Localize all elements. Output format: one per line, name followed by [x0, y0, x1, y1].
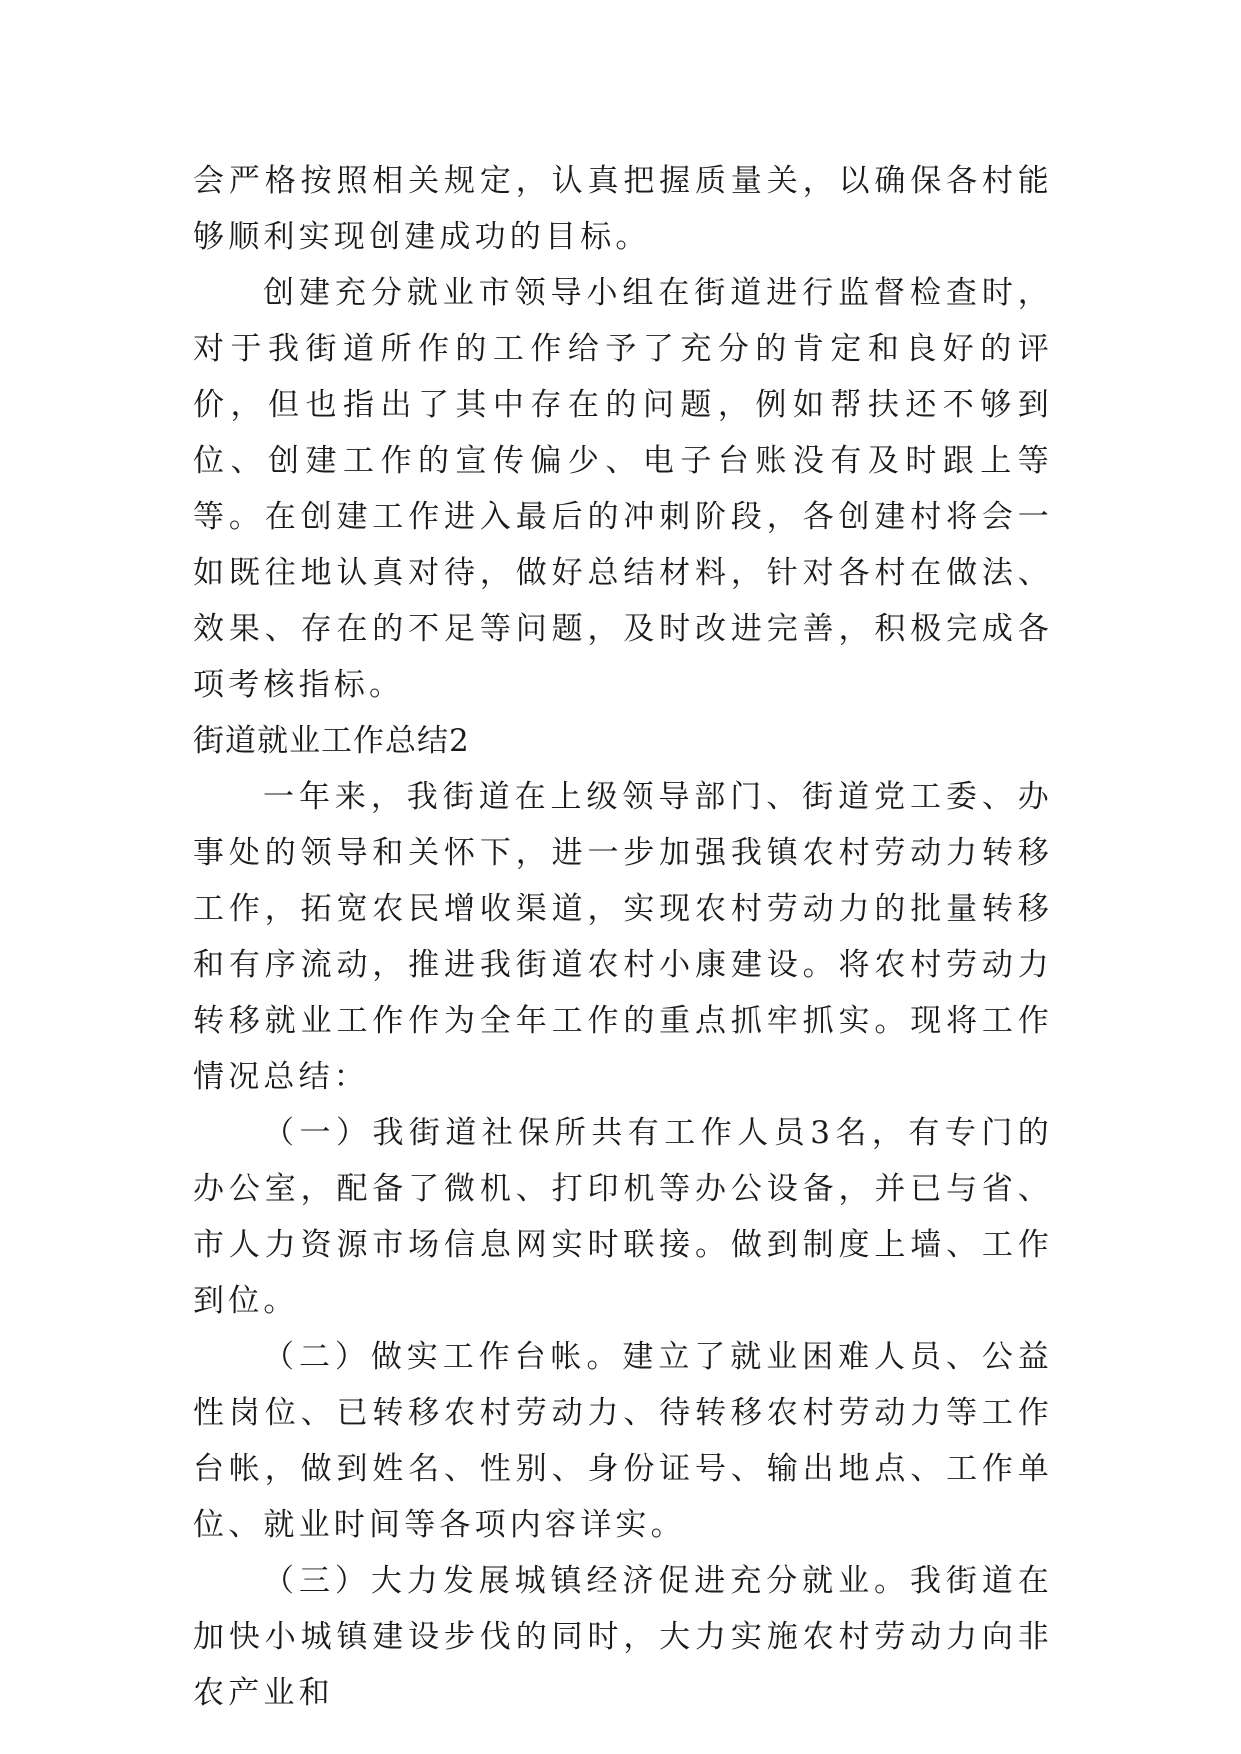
- paragraph-continuation: 会严格按照相关规定，认真把握质量关，以确保各村能够顺利实现创建成功的目标。: [193, 163, 1053, 255]
- paragraph-item-3: （三）大力发展城镇经济促进充分就业。我街道在加快小城镇建设步伐的同时，大力实施农村劳动力向非农产业和: [193, 1563, 1053, 1711]
- paragraph-inspection-feedback: 创建充分就业市领导小组在街道进行监督检查时，对于我街道所作的工作给予了充分的肯定和良好的评价，但也指出了其中存在的问题，例如帮扶还不够到位、创建工作的宣传偏少、电子台账没有及时跟上等等。在创建工作进入最后的冲刺阶段，各创建村将会一如既往地认真对待，做好总结材料，针对各村在做法、效果、存在的不足等问题，及时改进完善，积极完成各项考核指标。: [193, 275, 1053, 703]
- paragraph-item-2: （二）做实工作台帐。建立了就业困难人员、公益性岗位、已转移农村劳动力、待转移农村劳动力等工作台帐，做到姓名、性别、身份证号、输出地点、工作单位、就业时间等各项内容详实。: [193, 1339, 1053, 1543]
- paragraph-year-overview: 一年来，我街道在上级领导部门、街道党工委、办事处的领导和关怀下，进一步加强我镇农村劳动力转移工作，拓宽农民增收渠道，实现农村劳动力的批量转移和有序流动，推进我街道农村小康建设。将农村劳动力转移就业工作作为全年工作的重点抓牢抓实。现将工作情况总结：: [193, 779, 1053, 1095]
- section-heading: 街道就业工作总结2: [193, 723, 470, 759]
- document-body: [193, 153, 1053, 1721]
- paragraph-item-1: （一）我街道社保所共有工作人员3名，有专门的办公室，配备了微机、打印机等办公设备，并已与省、市人力资源市场信息网实时联接。做到制度上墙、工作到位。: [193, 1115, 1053, 1319]
